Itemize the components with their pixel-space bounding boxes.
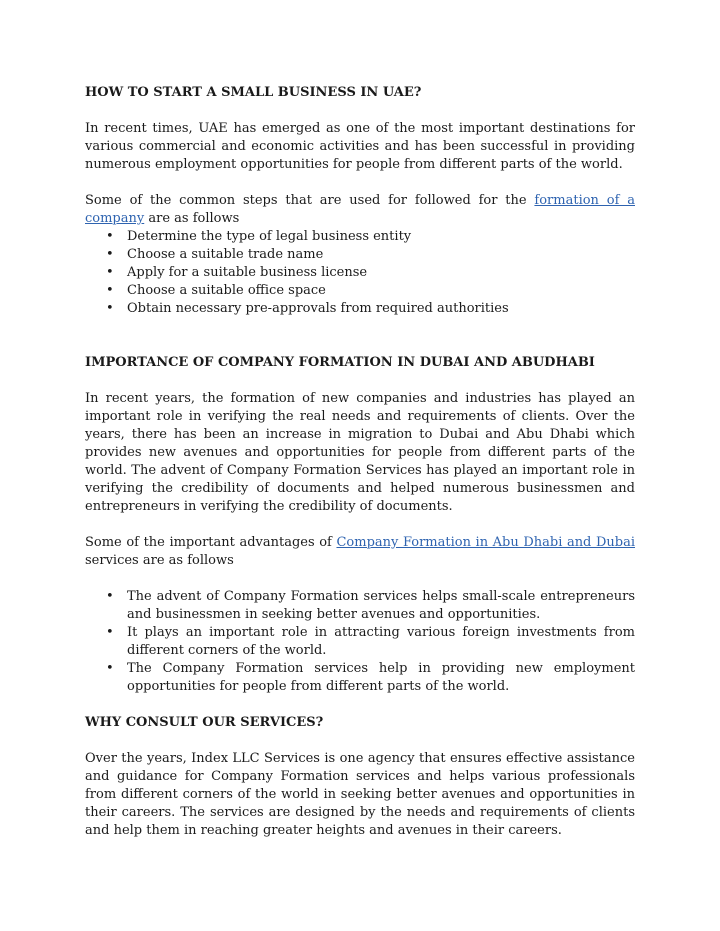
spacer — [85, 516, 635, 534]
spacer — [85, 696, 635, 714]
advantages-list — [85, 588, 635, 696]
spacer — [85, 102, 635, 120]
section-heading-importance: IMPORTANCE OF COMPANY FORMATION IN DUBAI AND ABUDHABI — [85, 355, 595, 370]
list-item: • Determine the type of legal business entity — [127, 228, 635, 246]
advantages-intro-suffix: services are as follows — [85, 553, 234, 568]
importance-paragraph: In recent years, the formation of new companies and industries has played an important role in verifying the real needs and requirements of clients. Over the years, there has been an increase in migration to Dubai and Abu Dhabi which provides new avenues and opportunities for people from different parts of the world. The advent of Company Formation Services has played an important role in verifying the credibility of documents and helped numerous businessmen and entrepreneurs in verifying the credibility of documents. — [85, 391, 635, 514]
list-item: • Choose a suitable office space — [127, 282, 635, 300]
steps-intro-suffix: are as follows — [144, 211, 240, 226]
list-item: • It plays an important role in attracting various foreign investments from different corners of the world. — [127, 624, 635, 660]
intro-paragraph: In recent times, UAE has emerged as one of the most important destinations for various commercial and economic activities and has been successful in providing numerous employment opportunities for people from different parts of the world. — [85, 121, 635, 172]
spacer — [85, 318, 635, 354]
spacer — [85, 372, 635, 390]
advantages-intro-text: Some of the important advantages of — [85, 535, 337, 550]
spacer — [85, 570, 635, 588]
company-formation-abu-dhabi-dubai-link[interactable]: Company Formation in Abu Dhabi and Dubai — [336, 535, 635, 550]
steps-intro-paragraph — [85, 192, 635, 228]
list-item: • The advent of Company Formation services helps small-scale entrepreneurs and businessmen in seeking better avenues and opportunities. — [127, 588, 635, 624]
list-item: • Choose a suitable trade name — [127, 246, 635, 264]
steps-intro-text: Some of the common steps that are used for followed for the — [85, 193, 535, 208]
section-heading-why-consult: WHY CONSULT OUR SERVICES? — [85, 715, 324, 730]
spacer — [85, 732, 635, 750]
formation-of-company-link[interactable]: formation of a company — [85, 193, 635, 226]
spacer — [85, 174, 635, 192]
list-item: • The Company Formation services help in providing new employment opportunities for people from different parts of the world. — [127, 660, 635, 696]
advantages-intro-paragraph — [85, 534, 635, 570]
section-heading-start-business: HOW TO START A SMALL BUSINESS IN UAE? — [85, 85, 422, 100]
document-page — [85, 84, 635, 840]
list-item: • Apply for a suitable business license — [127, 264, 635, 282]
list-item: • Obtain necessary pre-approvals from required authorities — [127, 300, 635, 318]
why-consult-paragraph: Over the years, Index LLC Services is one agency that ensures effective assistance and guidance for Company Formation services and helps various professionals from different corners of the world in seeking better avenues and opportunities in their careers. The services are designed by the needs and requirements of clients and help them in reaching greater heights and avenues in their careers. — [85, 751, 635, 838]
steps-list — [85, 228, 635, 318]
